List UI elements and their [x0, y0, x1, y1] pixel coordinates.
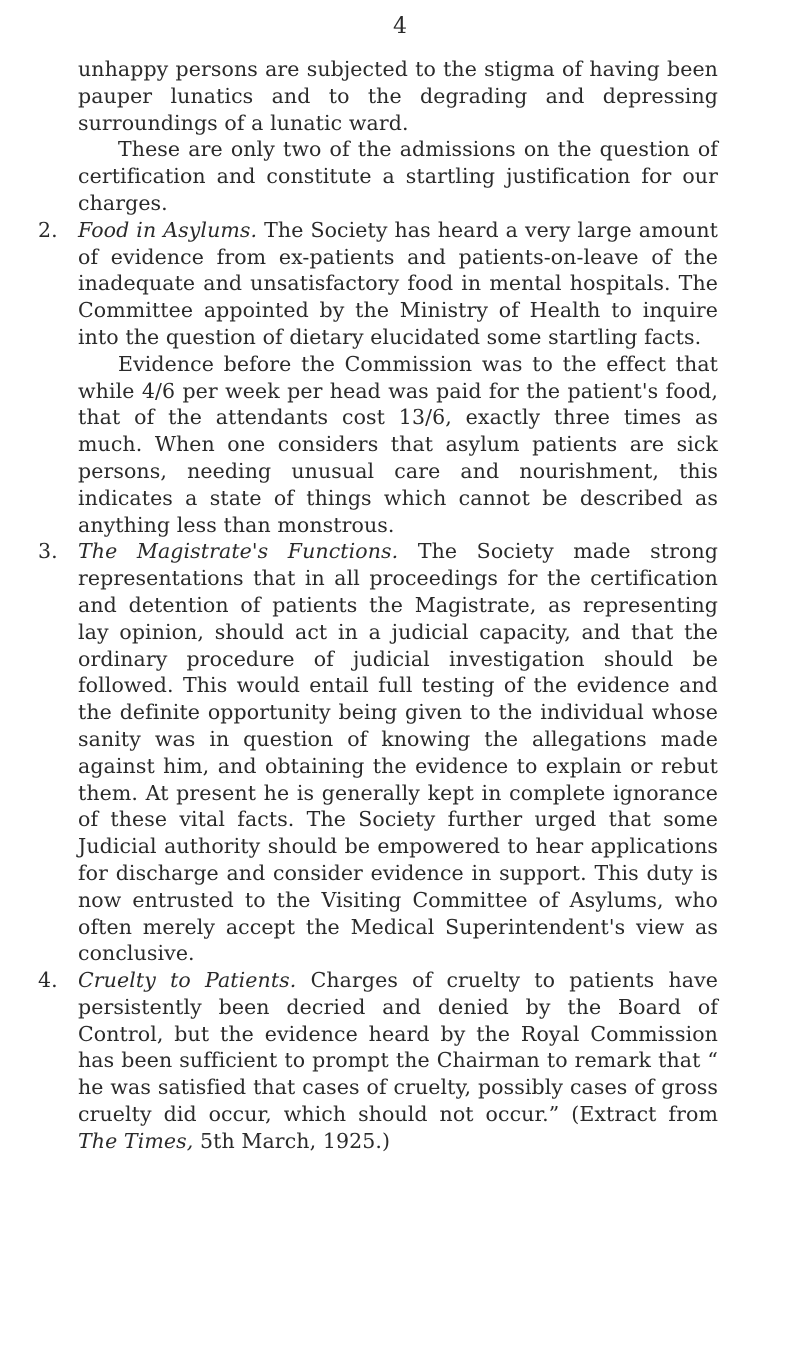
page-number: 4	[393, 14, 407, 39]
item-number: 3.	[38, 539, 58, 564]
item-number: 2.	[38, 217, 58, 242]
item-text: Charges of cruelty to patients have persistently been decried and denied by the Board of Control, but the evidence heard by the Royal Commission has been sufficient to prompt the Chairman to remark that “ he was satisfied that cases of cruelty, possibly cases of gross cruelty did occur, which should not occur.” (Extract from	[78, 968, 718, 1127]
item-text: The Society made strong representations that in all proceedings for the certification and detention of patients the Magistrate, as representing lay opinion, should act in a judicial capacity, and that the ordinary procedure of judicial investigation should be followed. This would entail full testing of the evidence and the definite opportunity being given to the individual whose sanity was in question of knowing the allegations made against him, and obtaining the evidence to explain or rebut them. At present he is generally kept in complete ignorance of these vital facts. The Society further urged that some Judicial authority should be empowered to hear applications for discharge and consider evidence in support. This duty is now entrusted to the Visiting Committee of Asylums, who often merely accept the Medical Superintendent's view as conclusive.	[78, 539, 718, 966]
item-title: Cruelty to Patients.	[78, 968, 297, 993]
paragraph-food-evidence: Evidence before the Commission was to the effect that while 4/6 per week per head was paid for the patient's food, that of the attendants cost 13/6, exactly three times as much. When one considers that asylum patients are sick persons, needing unusual care and nourishment, this indicates a state of things which cannot be described as anything less than monstrous.	[78, 351, 718, 537]
item-food-in-asylums	[38, 217, 718, 351]
item-text: The Society has heard a very large amount of evidence from ex-patients and patients-on-leave of the inadequate and unsatisfactory food in mental hospitals. The Committee appointed by the Ministry of Health to inquire into the question of dietary elucidated some startling facts.	[78, 217, 718, 349]
source-date: 5th March, 1925.)	[200, 1128, 391, 1153]
item-title: The Magistrate's Functions.	[78, 539, 399, 564]
paragraph-certification-summary: These are only two of the admissions on the question of certification and constitute a startling justification for our charges.	[78, 137, 718, 215]
body-text	[38, 56, 718, 1155]
source-title: The Times,	[78, 1128, 194, 1153]
item-cruelty-to-patients	[38, 967, 718, 1155]
paragraph-continuation: unhappy persons are subjected to the stigma of having been pauper lunatics and to the degrading and depressing surroundings of a lunatic ward.	[78, 57, 718, 135]
item-number: 4.	[38, 968, 58, 993]
item-magistrate-functions	[38, 538, 718, 967]
item-title: Food in Asylums.	[78, 217, 258, 242]
